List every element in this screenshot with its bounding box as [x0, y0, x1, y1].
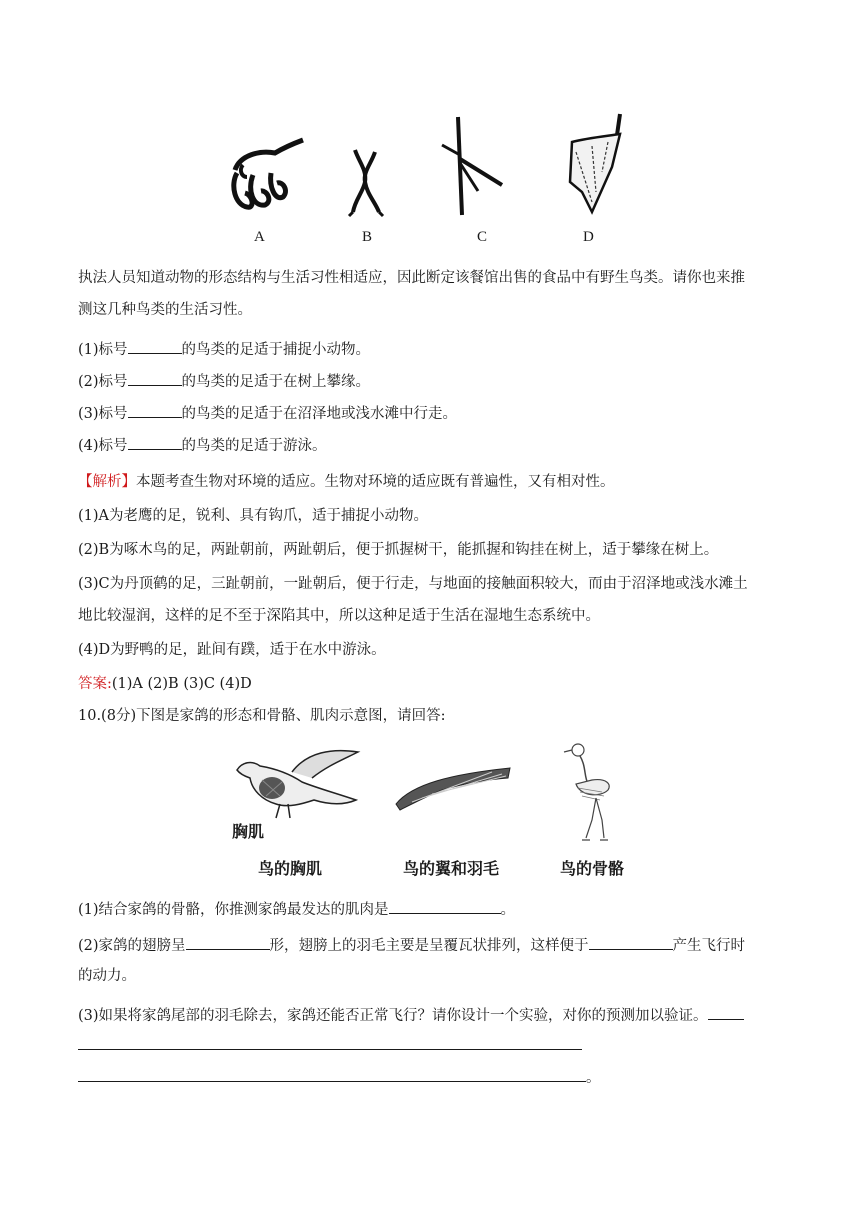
analysis-intro	[78, 472, 615, 492]
question-1	[78, 338, 370, 360]
pigeon-wing-image	[392, 764, 514, 814]
q10-sub2-cont: 的动力。	[78, 968, 136, 984]
foot-a-image	[225, 135, 305, 215]
q10-blank-2[interactable]	[186, 934, 270, 950]
question-3	[78, 402, 457, 424]
question-4-prefix: (4)标号	[78, 438, 128, 454]
foot-label-b: B	[362, 229, 373, 245]
answer-blank-1[interactable]	[128, 338, 182, 354]
analysis-item-3: (3)C为丹顶鹤的足，三趾朝前，一趾朝后，便于行走，与地面的接触面积较大，而由于沼泽地或浅水滩土	[78, 576, 748, 592]
caption-wing: 鸟的翼和羽毛	[403, 859, 500, 878]
intro-line-1: 执法人员知道动物的形态结构与生活习性相适应，因此断定该餐馆出售的食品中有野生鸟类。请你也来推	[78, 270, 745, 286]
question-3-prefix: (3)标号	[78, 406, 128, 422]
foot-label-c: C	[477, 229, 488, 245]
caption-muscle: 鸟的胸肌	[258, 859, 323, 878]
foot-label-a: A	[254, 229, 265, 245]
q10-title: 10.(8分)下图是家鸽的形态和骨骼、肌肉示意图，请回答:	[78, 708, 446, 724]
analysis-item-1: (1)A为老鹰的足，锐利、具有钩爪，适于捕捉小动物。	[78, 508, 429, 524]
analysis-text: 本题考查生物对环境的适应。生物对环境的适应既有普遍性，又有相对性。	[136, 474, 615, 490]
question-4-text: 的鸟类的足适于游泳。	[181, 438, 327, 454]
question-1-prefix: (1)标号	[78, 342, 128, 358]
q10-sub1-end: 。	[500, 902, 516, 918]
answer-text: (1)A (2)B (3)C (4)D	[111, 676, 252, 692]
q10-sub3-end: 。	[586, 1070, 601, 1086]
answer-blank-2[interactable]	[128, 370, 182, 386]
q10-sub2	[78, 934, 745, 956]
q10-answer-line-1[interactable]	[78, 1049, 582, 1050]
question-4	[78, 434, 327, 456]
answer-line	[78, 674, 252, 694]
q10-blank-4[interactable]	[708, 1004, 744, 1020]
intro-line-2: 测这几种鸟类的生活习性。	[78, 302, 252, 318]
foot-c-image	[440, 115, 505, 220]
q10-sub1	[78, 898, 515, 920]
pigeon-skeleton-image	[556, 740, 626, 845]
pigeon-muscle-image	[232, 742, 362, 822]
q10-sub2-text: (2)家鸽的翅膀呈	[78, 938, 186, 954]
foot-label-d: D	[583, 229, 594, 245]
answer-label: 答案:	[78, 676, 112, 692]
foot-b-image	[345, 148, 385, 218]
q10-blank-1[interactable]	[389, 898, 501, 914]
analysis-item-2: (2)B为啄木鸟的足，两趾朝前，两趾朝后，便于抓握树干，能抓握和钩挂在树上，适于攀缘在树上。	[78, 542, 719, 558]
question-2-prefix: (2)标号	[78, 374, 128, 390]
answer-blank-4[interactable]	[128, 434, 182, 450]
q10-sub2-mid: 形，翅膀上的羽毛主要是呈覆瓦状排列，这样便于	[269, 938, 589, 954]
foot-d-image	[562, 112, 632, 222]
answer-blank-3[interactable]	[128, 402, 182, 418]
question-2	[78, 370, 370, 392]
question-2-text: 的鸟类的足适于在树上攀缘。	[181, 374, 371, 390]
q10-sub1-text: (1)结合家鸽的骨骼，你推测家鸽最发达的肌肉是	[78, 902, 389, 918]
q10-blank-3[interactable]	[589, 934, 673, 950]
q10-sub3	[78, 1004, 744, 1026]
q10-answer-line-2[interactable]	[78, 1081, 586, 1082]
analysis-item-3-cont: 地比较湿润，这样的足不至于深陷其中，所以这种足适于生活在湿地生态系统中。	[78, 608, 600, 624]
caption-skeleton: 鸟的骨骼	[560, 859, 625, 878]
q10-sub2-end: 产生飞行时	[672, 938, 746, 954]
analysis-tag: 【解析】	[78, 474, 136, 490]
q10-sub3-text: (3)如果将家鸽尾部的羽毛除去，家鸽还能否正常飞行？请你设计一个实验，对你的预测加以验证。	[78, 1008, 708, 1024]
analysis-item-4: (4)D为野鸭的足，趾间有蹼，适于在水中游泳。	[78, 642, 386, 658]
question-3-text: 的鸟类的足适于在沼泽地或浅水滩中行走。	[181, 406, 458, 422]
question-1-text: 的鸟类的足适于捕捉小动物。	[181, 342, 371, 358]
pectoral-muscle-label: 胸肌	[232, 822, 265, 841]
